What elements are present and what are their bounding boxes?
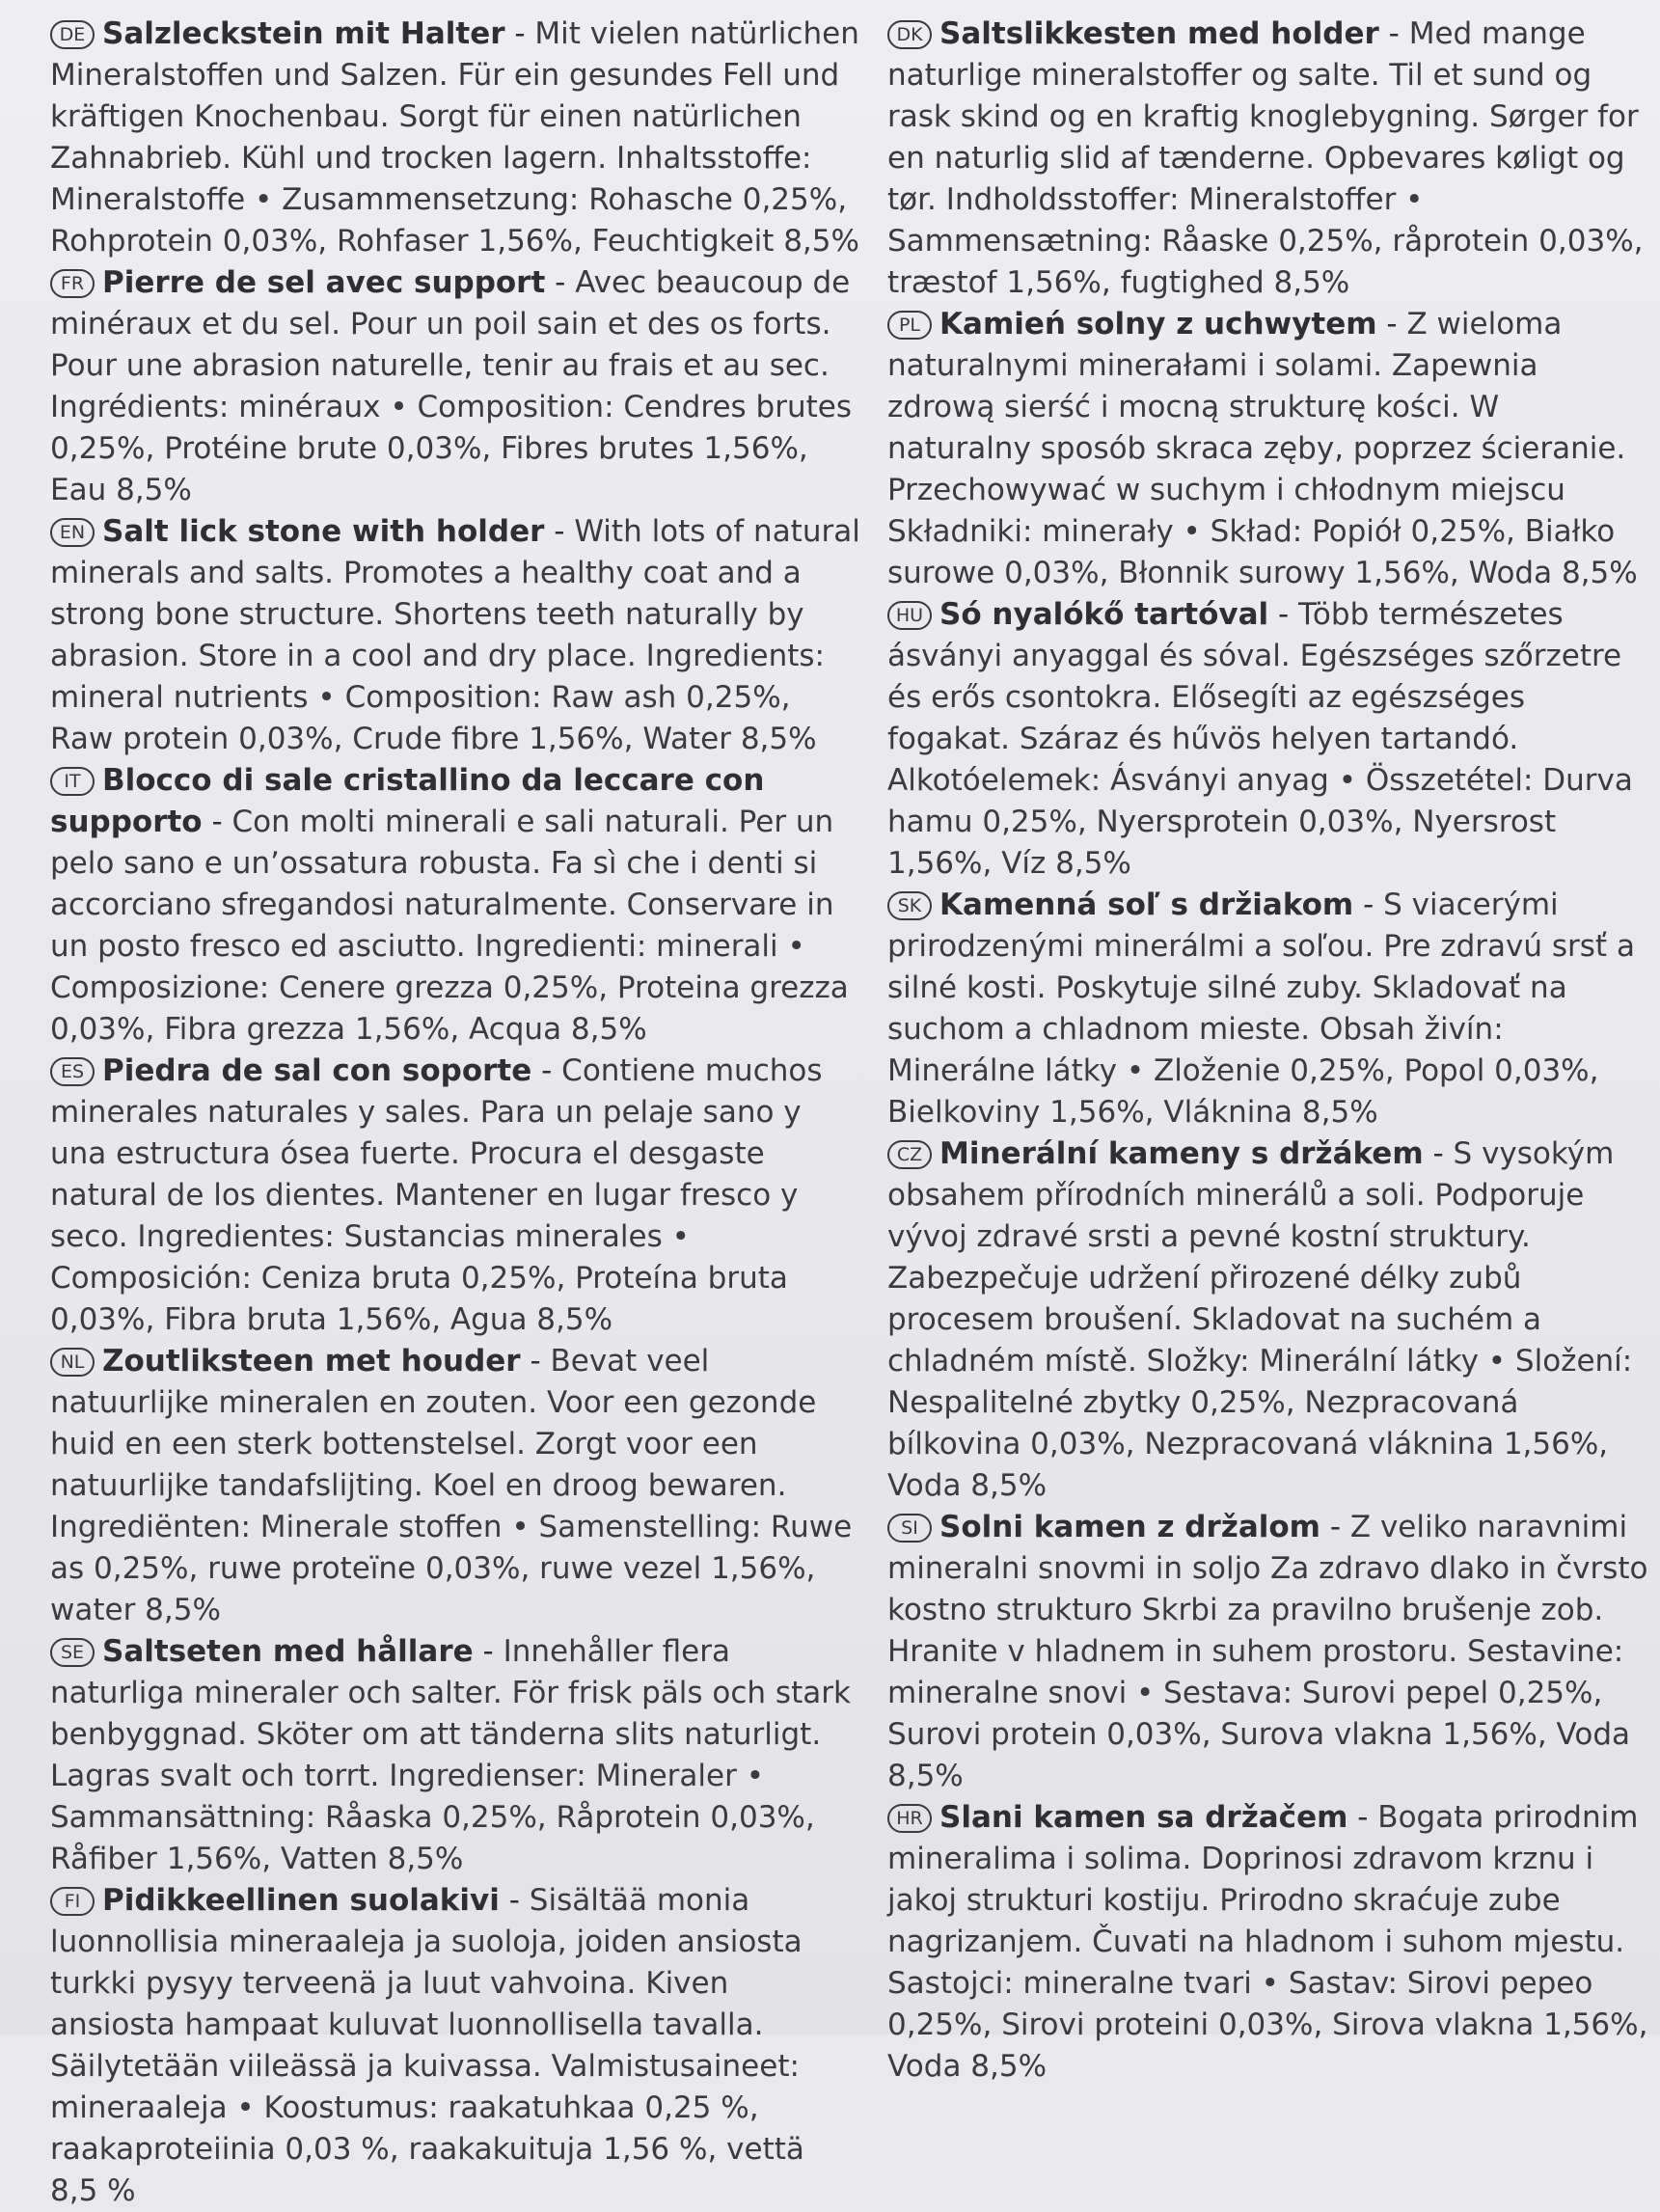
language-badge-si: SI (887, 1514, 932, 1543)
title-separator: - (1268, 597, 1299, 632)
entry-sk (887, 885, 1649, 1133)
entry-description: Mit vielen natürlichen Mineralstoffen und Salzen. Für ein gesundes Fell und kräftigen Knochenbau. Sorgt für einen natürlichen Zahnabrieb. Kühl und trocken lagern. Inhaltsstoffe: Mineralstoffe • Zusammensetzung: Rohasche 0,25%, Rohprotein 0,03%, Rohfaser 1,56%, Feuchtigkeit 8,5% (50, 16, 859, 259)
entry-dk (887, 14, 1649, 304)
entry-title: Solni kamen z držalom (939, 1510, 1320, 1544)
entry-description: S vysokým obsahem přírodních minerálů a soli. Podporuje vývoj zdravé srsti a pevné kostní struktury. Zabezpečuje udržení přirozené délky zubů procesem broušení. Skladovat na suchém a chladném místě. Složky: Minerální látky • Složení: Nespalitelné zbytky 0,25%, Nezpracovaná bílkovina 0,03%, Nezpracovaná vláknina 1,56%, Voda 8,5% (887, 1136, 1633, 1503)
entry-title: Saltseten med hållare (102, 1634, 474, 1669)
title-separator: - (544, 514, 575, 549)
title-separator: - (1353, 888, 1384, 922)
entry-title: Zoutliksteen met houder (102, 1344, 521, 1379)
language-badge-hr: HR (887, 1804, 932, 1833)
language-badge-sk: SK (887, 891, 932, 920)
entry-es (50, 1051, 860, 1341)
entry-title: Blocco di sale cristallino da leccare con supporto (50, 763, 765, 839)
entry-title: Pierre de sel avec support (102, 265, 546, 300)
language-badge-nl: NL (50, 1348, 95, 1377)
title-separator: - (1378, 16, 1409, 51)
entry-nl (50, 1341, 860, 1631)
entry-title: Pidikkeellinen suolakivi (102, 1883, 500, 1918)
entry-description: Contiene muchos minerales naturales y sales. Para un pelaje sano y una estructura ósea fuerte. Procura el desgaste natural de los dientes. Mantener en lugar fresco y seco. Ingredientes: Sustancias minerales • Composición: Ceniza bruta 0,25%, Proteína bruta 0,03%, Fibra bruta 1,56%, Agua 8,5% (50, 1053, 823, 1337)
language-badge-de: DE (50, 20, 95, 49)
title-separator: - (520, 1344, 551, 1379)
language-badge-cz: CZ (887, 1140, 932, 1169)
language-badge-en: EN (50, 518, 95, 547)
entry-title: Kamień solny z uchwytem (939, 307, 1377, 341)
language-badge-it: IT (50, 767, 95, 796)
entry-title: Kamenná soľ s držiakom (939, 888, 1354, 922)
entry-description: Sisältää monia luonnollisia mineraaleja ja suoloja, joiden ansiosta turkki pysyy terveenä ja luut vahvoina. Kiven ansiosta hampaat kuluvat luonnollisella tavalla. Säilytetään viileässä ja kuivassa. Valmistusaineet: mineraaleja • Koostumus: raakatuhkaa 0,25 %, raakaproteiinia 0,03 %, raakakuituja 1,56 %, vettä 8,5 % (50, 1883, 804, 2208)
entry-title: Salt lick stone with holder (102, 514, 545, 549)
title-separator: - (202, 805, 232, 839)
entry-title: Só nyalókő tartóval (939, 597, 1269, 632)
entry-it (50, 760, 860, 1051)
language-badge-es: ES (50, 1057, 95, 1086)
entry-description: Z veliko naravnimi mineralni snovmi in soljo Za zdravo dlako in čvrsto kostno strukturo Skrbi za pravilno brušenje zob. Hranite v hladnem in suhem prostoru. Sestavine: mineralne snovi • Sestava: Surovi pepel 0,25%, Surovi protein 0,03%, Surova vlakna 1,56%, Voda 8,5% (887, 1510, 1648, 1793)
language-badge-se: SE (50, 1638, 95, 1667)
left-text-column (50, 14, 860, 2212)
entry-description: With lots of natural minerals and salts. Promotes a healthy coat and a strong bone structure. Shortens teeth naturally by abrasion. Store in a cool and dry place. Ingredients: mineral nutrients • Composition: Raw ash 0,25%, Raw protein 0,03%, Crude fibre 1,56%, Water 8,5% (50, 514, 860, 756)
entry-title: Saltslikkesten med holder (939, 16, 1379, 51)
entry-pl (887, 304, 1649, 594)
entry-description: Bevat veel natuurlijke mineralen en zouten. Voor een gezonde huid en een sterk bottenstelsel. Zorgt voor een natuurlijke tandafslijting. Koel en droog bewaren. Ingrediënten: Minerale stoffen • Samenstelling: Ruwe as 0,25%, ruwe proteïne 0,03%, ruwe vezel 1,56%, water 8,5% (50, 1344, 853, 1627)
entry-fr (50, 262, 860, 511)
title-separator: - (1376, 307, 1407, 341)
language-badge-dk: DK (887, 20, 932, 49)
title-separator: - (1347, 1800, 1378, 1835)
entry-description: Med mange naturlige mineralstoffer og salte. Til et sund og rask skind og en kraftig knoglebygning. Sørger for en naturlig slid af tænderne. Opbevares køligt og tør. Indholdsstoffer: Mineralstoffer • Sammensætning: Råaske 0,25%, råprotein 0,03%, træstof 1,56%, fugtighed 8,5% (887, 16, 1644, 300)
right-text-column (887, 14, 1649, 2088)
entry-description: Bogata prirodnim mineralima i solima. Doprinosi zdravom krznu i jakoj strukturi kostiju. Prirodno skraćuje zube nagrizanjem. Čuvati na hladnom i suhom mjestu. Sastojci: mineralne tvari • Sastav: Sirovi pepeo 0,25%, Sirovi proteini 0,03%, Sirova vlakna 1,56%, Voda 8,5% (887, 1800, 1648, 2084)
language-badge-fi: FI (50, 1887, 95, 1916)
title-separator: - (531, 1053, 562, 1088)
entry-de (50, 14, 860, 262)
entry-en (50, 511, 860, 760)
language-badge-hu: HU (887, 601, 932, 630)
entry-se (50, 1631, 860, 1880)
title-separator: - (499, 1883, 530, 1918)
entry-title: Slani kamen sa držačem (939, 1800, 1348, 1835)
entry-description: Z wieloma naturalnymi minerałami i solami. Zapewnia zdrową sierść i mocną strukturę kości. W naturalny sposób skraca zęby, poprzez ścieranie. Przechowywać w suchym i chłodnym miejscu Składniki: minerały • Skład: Popiół 0,25%, Białko surowe 0,03%, Błonnik surowy 1,56%, Woda 8,5% (887, 307, 1638, 590)
language-badge-fr: FR (50, 269, 95, 298)
language-badge-pl: PL (887, 311, 932, 340)
title-separator: - (1423, 1136, 1454, 1171)
entry-hu (887, 594, 1649, 885)
entry-description: Avec beaucoup de minéraux et du sel. Pour un poil sain et des os forts. Pour une abrasion naturelle, tenir au frais et au sec. Ingrédients: minéraux • Composition: Cendres brutes 0,25%, Protéine brute 0,03%, Fibres brutes 1,56%, Eau 8,5% (50, 265, 853, 507)
entry-si (887, 1507, 1649, 1797)
title-separator: - (1320, 1510, 1350, 1544)
entry-description: S viacerými prirodzenými minerálmi a soľou. Pre zdravú srsť a silné kosti. Poskytuje silné zuby. Skladovať na suchom a chladnom mieste. Obsah živín: Minerálne látky • Zloženie 0,25%, Popol 0,03%, Bielkoviny 1,56%, Vláknina 8,5% (887, 888, 1635, 1130)
title-separator: - (473, 1634, 503, 1669)
entry-description: Több természetes ásványi anyaggal és sóval. Egészséges szőrzetre és erős csontokra. Elősegíti az egészséges fogakat. Száraz és hűvös helyen tartandó. Alkotóelemek: Ásványi anyag • Összetétel: Durva hamu 0,25%, Nyersprotein 0,03%, Nyersrost 1,56%, Víz 8,5% (887, 597, 1633, 881)
entry-cz (887, 1133, 1649, 1507)
entry-title: Piedra de sal con soporte (102, 1053, 532, 1088)
title-separator: - (504, 16, 535, 51)
entry-hr (887, 1797, 1649, 2088)
title-separator: - (545, 265, 576, 300)
entry-fi (50, 1880, 860, 2212)
entry-title: Salzleckstein mit Halter (102, 16, 505, 51)
entry-title: Minerální kameny s držákem (939, 1136, 1424, 1171)
entry-description: Con molti minerali e sali naturali. Per un pelo sano e un’ossatura robusta. Fa sì che i denti si accorciano sfregandosi naturalmente. Conservare in un posto fresco ed asciutto. Ingredienti: minerali • Composizione: Cenere grezza 0,25%, Proteina grezza 0,03%, Fibra grezza 1,56%, Acqua 8,5% (50, 805, 849, 1047)
entry-description: Innehåller flera naturliga mineraler och salter. För frisk päls och stark benbyggnad. Sköter om att tänderna slits naturligt. Lagras svalt och torrt. Ingredienser: Mineraler • Sammansättning: Råaska 0,25%, Råprotein 0,03%, Råfiber 1,56%, Vatten 8,5% (50, 1634, 851, 1876)
